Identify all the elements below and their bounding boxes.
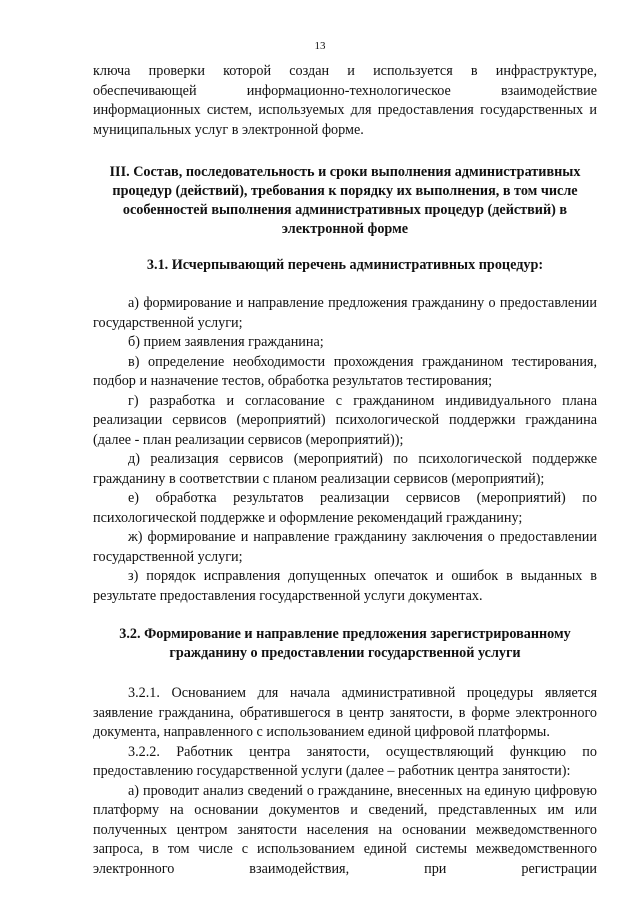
section-3-2-body	[93, 684, 597, 879]
procedures-list	[93, 294, 597, 606]
paragraph-3-2-2-a: а) проводит анализ сведений о гражданине, внесенных на единую цифровую платформу на основании документов и сведений, представленных им или полученных центром занятости населения на основании межведомственного запроса, в том числе с использованием единой системы межведомственного электронного взаимодействия, при регистрации	[93, 782, 597, 877]
paragraph-3-2-2: 3.2.2. Работник центра занятости, осуществляющий функцию по предоставлению государственной услуги (далее – работник центра занятости):	[93, 743, 597, 779]
paragraph-3-2-1: 3.2.1. Основанием для начала административной процедуры является заявление гражданина, обратившегося в центр занятости, в форме электронного документа, направленного с использованием единой цифровой платформы.	[93, 685, 597, 740]
list-item: ж) формирование и направление гражданину заключения о предоставлении государственной услуги;	[93, 529, 597, 565]
list-item: б) прием заявления гражданина;	[128, 334, 324, 350]
document-body	[93, 62, 597, 879]
section-3-heading: III. Состав, последовательность и сроки выполнения административных процедур (действий), требования к порядку их выполнения, в том числе особенностей выполнения административных процедур (действий) в электронной форме	[109, 164, 581, 237]
list-item: е) обработка результатов реализации сервисов (мероприятий) по психологической поддержке и оформление рекомендаций гражданину;	[93, 490, 597, 526]
intro-paragraph: ключа проверки которой создан и используется в инфраструктуре, обеспечивающей информационно-технологическое взаимодействие информационных систем, используемых для предоставления государственных и муниципальных услуг в электронной форме.	[93, 63, 597, 138]
list-item: в) определение необходимости прохождения гражданином тестирования, подбор и назначение тестов, обработка результатов тестирования;	[93, 353, 597, 389]
list-item: а) формирование и направление предложения гражданину о предоставлении государственной услуги;	[93, 295, 597, 331]
page-number: 13	[314, 40, 326, 52]
section-3-2-heading: 3.2. Формирование и направление предложения зарегистрированному гражданину о предоставлении государственной услуги	[119, 626, 571, 661]
list-item: г) разработка и согласование с гражданином индивидуального плана реализации сервисов (мероприятий) психологической поддержки гражданина (далее - план реализации сервисов (мероприятий));	[93, 392, 597, 448]
section-3-1-heading: 3.1. Исчерпывающий перечень административных процедур:	[146, 257, 544, 273]
list-item: д) реализация сервисов (мероприятий) по психологической поддержке гражданину в соответствии с планом реализации сервисов (мероприятий);	[93, 451, 597, 487]
list-item: з) порядок исправления допущенных опечаток и ошибок в выданных в результате предоставления государственной услуги документах.	[93, 568, 597, 604]
